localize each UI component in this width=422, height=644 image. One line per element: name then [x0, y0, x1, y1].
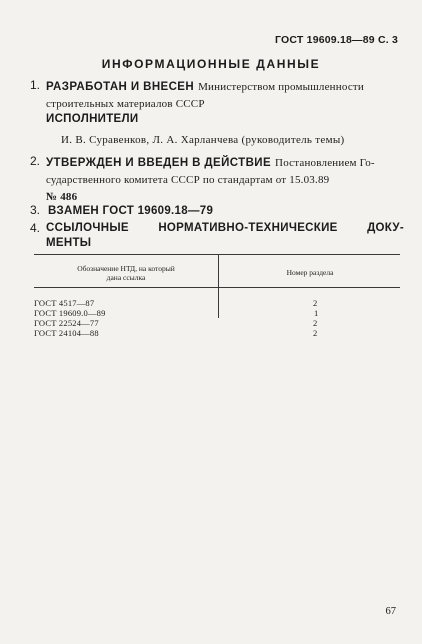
page-header-code: ГОСТ 19609.18—89 С. 3 [275, 34, 398, 46]
table-row-doc: ГОСТ 4517—87 [34, 298, 95, 308]
section-replaces [30, 201, 213, 219]
section-number: 1. [30, 78, 41, 92]
section-text: МЕНТЫ [46, 237, 92, 249]
section-text: Министерством промышленности [198, 81, 364, 93]
table-row-section: 2 [313, 318, 318, 328]
document-title: ИНФОРМАЦИОННЫЕ ДАННЫЕ [101, 57, 321, 71]
section-heading: РАЗРАБОТАН И ВНЕСЕН [46, 81, 195, 93]
executors-heading: ИСПОЛНИТЕЛИ [46, 113, 139, 125]
section-references [30, 221, 404, 251]
section-text: ССЫЛОЧНЫЕ НОРМАТИВНО-ТЕХНИЧЕСКИЕ ДОКУ- [46, 222, 404, 234]
table-header-doc: Обозначение НТД, на который дана ссылка [77, 264, 175, 282]
table-header-section: Номер раздела [286, 268, 334, 277]
section-developed [30, 78, 402, 112]
section-text: строительных материалов СССР [46, 98, 205, 110]
table-row-section: 1 [314, 308, 319, 318]
section-text: № 486 [46, 191, 78, 203]
table-header-rule [34, 287, 400, 288]
table-top-rule [34, 254, 400, 255]
page-number: 67 [385, 606, 396, 617]
table-row-doc: ГОСТ 24104—88 [34, 328, 99, 338]
section-text: Постановлением Го- [275, 157, 375, 169]
section-number: 4. [30, 221, 41, 235]
table-row-section: 2 [313, 298, 318, 308]
table-column-divider [218, 254, 219, 318]
section-text: ВЗАМЕН ГОСТ 19609.18—79 [48, 205, 214, 217]
section-heading: УТВЕРЖДЕН И ВВЕДЕН В ДЕЙСТВИЕ [46, 157, 272, 169]
section-number: 2. [30, 154, 41, 168]
section-text: сударственного комитета СССР по стандартам от 15.03.89 [46, 174, 330, 186]
section-number: 3. [30, 203, 41, 217]
table-row-doc: ГОСТ 22524—77 [34, 318, 99, 328]
table-row-doc: ГОСТ 19609.0—89 [34, 308, 106, 318]
section-approved [30, 154, 404, 205]
executors-names: И. В. Суравенков, Л. А. Харланчева (руководитель темы) [61, 134, 345, 146]
table-row-section: 2 [313, 328, 318, 338]
